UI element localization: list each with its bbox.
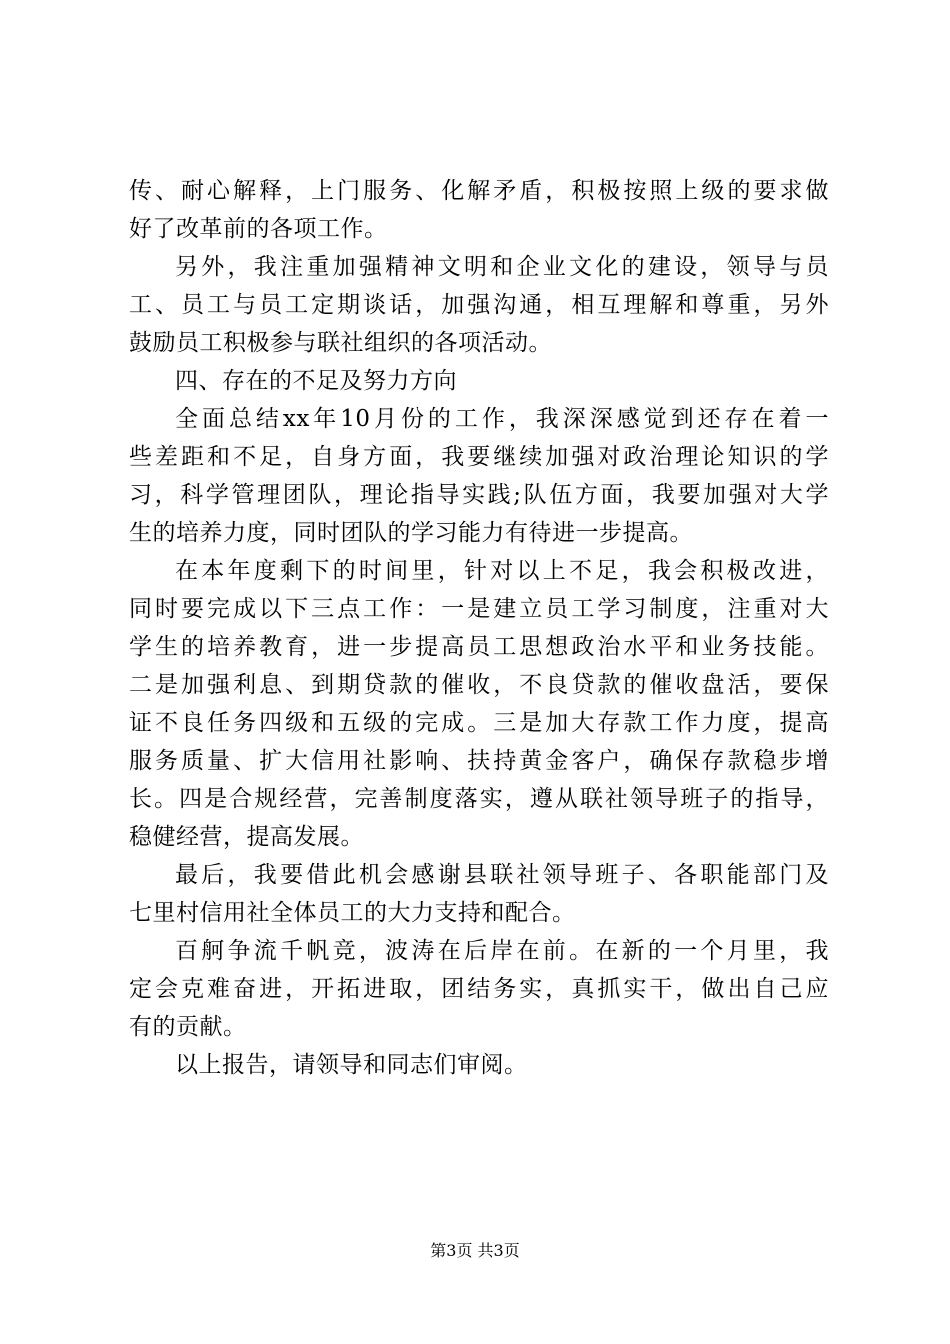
text-line: 生的培养力度，同时团队的学习能力有待进一步提高。 [129,520,693,546]
text-line: 稳健经营，提高发展。 [129,824,364,850]
text-line: 传、耐心解释，上门服务、化解矛盾，积极按照上级的要求做 [129,178,829,204]
page-number-footer: 第3页 共3页 [430,1241,520,1260]
text-line: 二是加强利息、到期贷款的催收，不良贷款的催收盘活，要保 [129,672,829,698]
text-line: 好了改革前的各项工作。 [129,216,388,242]
text-line: 长。四是合规经营，完善制度落实，遵从联社领导班子的指导， [129,786,829,812]
text-line: 同时要完成以下三点工作：一是建立员工学习制度，注重对大 [129,596,829,622]
text-line: 服务质量、扩大信用社影响、扶持黄金客户，确保存款稳步增 [129,748,829,774]
text-line: 鼓励员工积极参与联社组织的各项活动。 [129,330,552,356]
text-line: 百舸争流千帆竞，波涛在后岸在前。在新的一个月里，我 [175,938,829,964]
text-line: 有的贡献。 [129,1014,247,1040]
text-line: 些差距和不足，自身方面，我要继续加强对政治理论知识的学 [129,444,829,470]
text-line: 另外，我注重加强精神文明和企业文化的建设，领导与员 [175,254,829,280]
text-line: 七里村信用社全体员工的大力支持和配合。 [129,900,576,926]
text-line: 习，科学管理团队，理论指导实践;队伍方面，我要加强对大学 [129,482,829,508]
text-line: 在本年度剩下的时间里，针对以上不足，我会积极改进， [175,558,829,584]
section-heading: 四、存在的不足及努力方向 [175,368,457,394]
text-line: 工、员工与员工定期谈话，加强沟通，相互理解和尊重，另外 [129,292,829,318]
text-line: 证不良任务四级和五级的完成。三是加大存款工作力度，提高 [129,710,829,736]
text-line: 全面总结xx年10月份的工作，我深深感觉到还存在着一 [175,406,829,432]
document-body [129,172,829,1084]
text-line: 学生的培养教育，进一步提高员工思想政治水平和业务技能。 [129,634,829,660]
text-line: 以上报告，请领导和同志们审阅。 [175,1052,528,1078]
text-line: 最后，我要借此机会感谢县联社领导班子、各职能部门及 [175,862,829,888]
text-line: 定会克难奋进，开拓进取，团结务实，真抓实干，做出自己应 [129,976,829,1002]
